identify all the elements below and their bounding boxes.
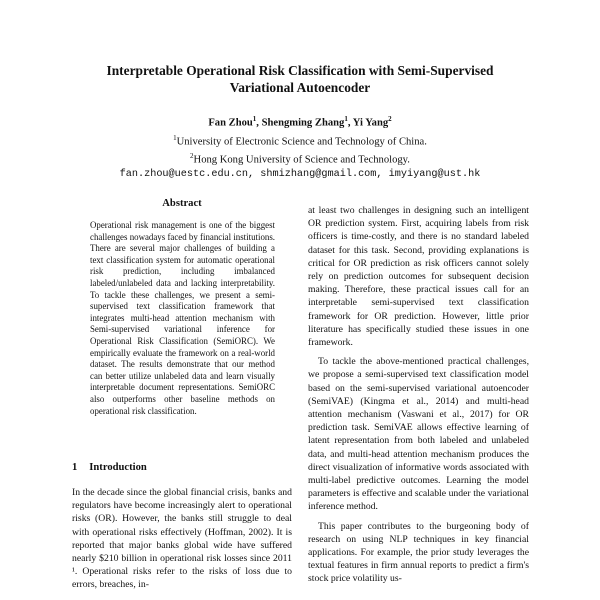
affiliation-1 xyxy=(60,131,540,150)
affiliation-2-sup: 2 xyxy=(190,152,194,161)
affiliation-2-text: Hong Kong University of Science and Technology. xyxy=(193,154,410,166)
right-column xyxy=(308,204,529,592)
introduction-paragraph: In the decade since the global financial crisis, banks and regulators have become increasingly alert to operational risks (OR). However, the banks still struggle to deal with operational risks effectively (Hoffman, 2002). It is reported that major banks global wide have suffered nearly $210 billion in operational risk losses since 2011 ¹. Operational risks refer to the risks of loss due to errors, breaches, in- xyxy=(72,487,292,591)
paper-title xyxy=(60,62,540,96)
section-number: 1 xyxy=(72,462,78,473)
affiliation-1-sup: 1 xyxy=(173,133,177,142)
author-1: Fan Zhou xyxy=(208,117,253,129)
section-title: Introduction xyxy=(89,462,147,473)
author-1-sup: 1 xyxy=(252,115,257,123)
author-emails: fan.zhou@uestc.edu.cn, shmizhang@gmail.com, imyiyang@ust.hk xyxy=(119,168,481,180)
right-paragraph-2: To tackle the above-mentioned practical challenges, we propose a semi-supervised text classification model based on the semi-supervised variational autoencoder (SemiVAE) (Kingma et al., 2014) and multi-head attention mechanism (Vaswani et al., 2017) for OR prediction task. SemiVAE allows effective learning of latent representation from both labeled and unlabeled data, and multi-head attention mechanism produces the direct visualization of informative words associated with multi-label predictive outcomes. Learning the model parameters is effective and scalable under the variational inference method. xyxy=(308,356,529,513)
title-line-2: Variational Autoencoder xyxy=(229,80,371,95)
author-3: Yi Yang xyxy=(352,117,389,129)
author-names: Fan Zhou$^1$, Shengming Zhang$^1$, Yi Yang$^2$ xyxy=(208,115,392,129)
section-heading-introduction xyxy=(72,462,147,473)
affiliation-1-text: University of Electronic Science and Technology of China. xyxy=(176,136,427,148)
affiliation-2 xyxy=(60,149,540,168)
abstract-heading: Abstract xyxy=(162,198,202,209)
right-paragraph-1: at least two challenges in designing such an intelligent OR prediction system. First, acquiring labels from risk officers is time-costly, and there is no standard labeled dataset for this task. Second, providing explanations is critical for OR prediction as risk officers cannot solely rely on prediction outcomes for subsequent decision making. Therefore, these practical issues call for an interpretable semi-supervised text classification framework for OR prediction. However, little prior literature has specifically studied these issues in one framework. xyxy=(308,205,529,349)
author-2-sup: 1 xyxy=(344,115,348,123)
introduction-text xyxy=(72,486,292,592)
author-2: Shengming Zhang xyxy=(261,117,345,129)
right-paragraph-3: This paper contributes to the burgeoning body of research on using NLP techniques in key financial applications. For example, the prior study leverages the textual features in firm annual reports to predict a firm's stock price volatility us- xyxy=(308,520,529,585)
title-line-1: Interpretable Operational Risk Classification with Semi-Supervised xyxy=(106,63,494,78)
abstract-text: Operational risk management is one of the biggest challenges nowadays faced by financial institutions. There are several major challenges of building a text classification system for automatic operational risk prediction, including imbalanced labeled/unlabeled data and lacking interpretability. To tackle these challenges, we present a semi-supervised text classification framework that integrates multi-head attention mechanism with Semi-supervised variational inference for Operational Risk Classification (SemiORC). We empirically evaluate the framework on a real-world dataset. The results demonstrate that our method can better utilize unlabeled data and learn visually interpretable document representations. SemiORC also outperforms other baseline methods on operational risk classification. xyxy=(90,220,275,416)
author-block xyxy=(60,112,540,182)
author-3-sup: 2 xyxy=(388,115,392,123)
